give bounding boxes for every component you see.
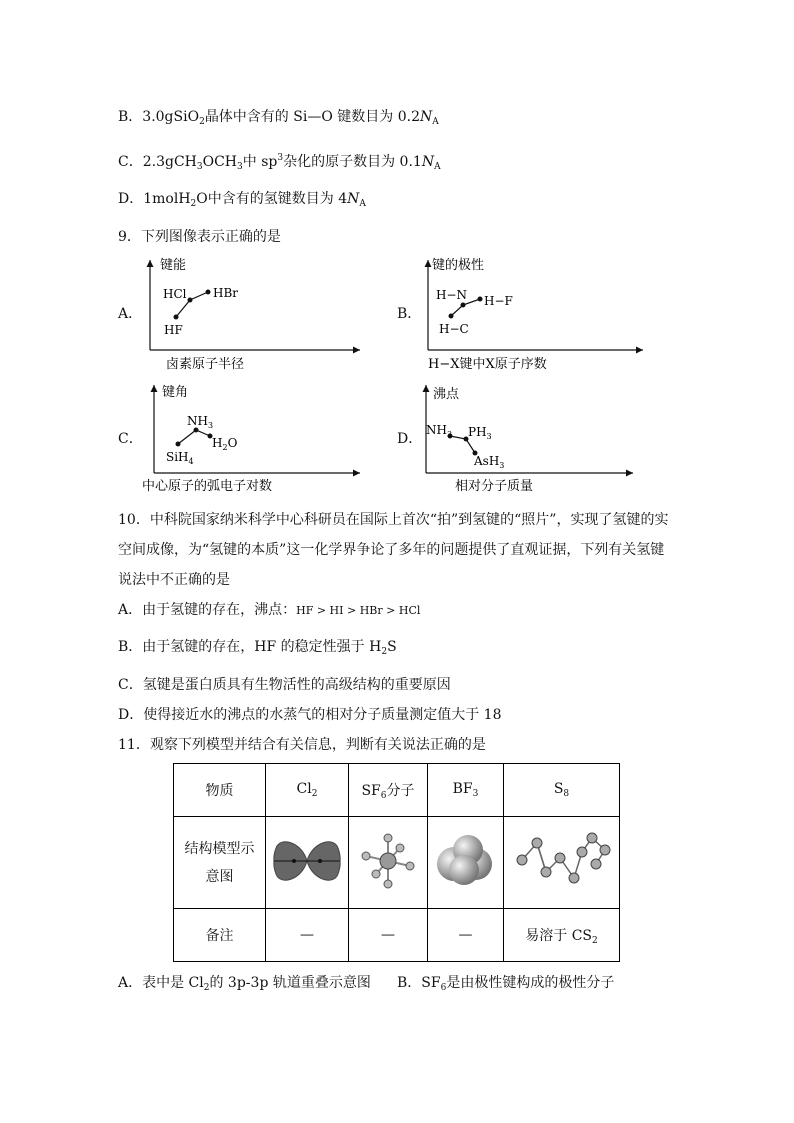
q9-option-b-label: B． (397, 306, 422, 322)
graph-a-xlabel: 卤素原子半径 (166, 357, 245, 372)
q9-option-c-label: C． (118, 431, 143, 447)
bf3-space-filling-model (428, 817, 504, 909)
table-header-row (174, 764, 620, 817)
graph-c-point-sih4: SiH$_4$ (166, 450, 194, 466)
graph-a-ylabel: 键能 (160, 258, 187, 273)
graph-b-point-hc: H−C (439, 322, 469, 336)
q10-stem-line3: 说法中不正确的是 (118, 572, 230, 588)
q8-option-c: C．$2.3gCH_3OCH_3$中 $sp^3$杂化的原子数目为 $0.1N_A$ (118, 153, 441, 172)
q8-option-d: D．1molH$_2$O中含有的氢键数目为 $4N_A$ (118, 191, 366, 209)
graph-b-xlabel: H−X键中X原子序数 (428, 357, 547, 372)
q11-option-a: A．表中是 $Cl_2$的 3p-3p 轨道重叠示意图 (118, 975, 371, 993)
graph-a-point-hcl: HCl (163, 287, 187, 301)
graph-a-point-hbr: HBr (213, 286, 239, 300)
q10-option-b: B．由于氢键的存在，HF 的稳定性强于 $H_2S$ (118, 639, 397, 657)
q9-graph-d (418, 380, 678, 500)
s8-note: 易溶于 $CS_2$ (504, 909, 620, 962)
sf6-note: — (349, 909, 428, 962)
graph-d-point-ph3: $PH_3$ (468, 425, 492, 441)
q10-option-c: C．氢键是蛋白质具有生物活性的高级结构的重要原因 (118, 677, 451, 693)
graph-d-point-ash3: AsH$_3$ (474, 454, 505, 470)
q10-option-d: D．使得接近水的沸点的水蒸气的相对分子质量测定值大于 18 (118, 707, 502, 723)
graph-c-ylabel: 键角 (162, 385, 189, 400)
q9-graph-c (140, 380, 390, 500)
graph-b-point-hf: H−F (484, 294, 513, 308)
q10-option-a: A．由于氢键的存在，沸点：HF > HI > HBr > HCl (118, 602, 421, 618)
graph-b-ylabel: 键的极性 (432, 258, 485, 273)
q8-option-b: B．3.0gSiO$_2$晶体中含有的 Si—O 键数目为 $0.2N_A$ (118, 109, 439, 127)
q11-option-b: B．$SF_6$是由极性键构成的极性分子 (397, 975, 615, 993)
q9-option-d-label: D． (397, 431, 423, 447)
q10-stem-line1: 10．中科院国家纳米科学中心科研员在国际上首次“拍”到氢键的“照片”，实现了氢键的实 (118, 512, 669, 528)
row-label-notes: 备注 (174, 909, 266, 962)
graph-d-ylabel: 沸点 (433, 387, 460, 402)
graph-c-xlabel: 中心原子的弧电子对数 (142, 479, 273, 494)
q9-graph-b (418, 255, 678, 375)
q9-stem: 9．下列图像表示正确的是 (118, 229, 281, 245)
table-notes-row (174, 909, 620, 962)
q11-table (173, 763, 620, 962)
bf3-note: — (428, 909, 504, 962)
graph-c-point-h2o: $H_2O$ (212, 436, 238, 452)
header-cl2: $Cl_2$ (266, 764, 349, 817)
header-s8: $S_8$ (504, 764, 620, 817)
sf6-ball-stick-model (349, 817, 428, 909)
q9-graph-a (140, 255, 390, 375)
q10-stem-line2: 空间成像，为“氢键的本质”这一化学界争论了多年的问题提供了直观证据，下列有关氢键 (118, 542, 665, 558)
graph-d-xlabel: 相对分子质量 (455, 479, 534, 494)
graph-d-point-nh3: $NH_3$ (426, 423, 453, 439)
graph-b-point-hn: H−N (436, 288, 468, 302)
q11-stem: 11．观察下列模型并结合有关信息，判断有关说法正确的是 (118, 737, 486, 753)
header-sf6: $SF_6$分子 (349, 764, 428, 817)
cl2-orbital-model (266, 817, 349, 909)
cl2-note: — (266, 909, 349, 962)
graph-c-point-nh3: $NH_3$ (187, 414, 214, 430)
table-model-row (174, 817, 620, 909)
q9-option-a-label: A． (118, 306, 143, 322)
s8-ring-model (504, 817, 620, 909)
header-substance: 物质 (174, 764, 266, 817)
header-bf3: $BF_3$ (428, 764, 504, 817)
row-label-model: 结构模型示 意图 (174, 817, 266, 909)
graph-a-point-hf: HF (164, 323, 183, 337)
